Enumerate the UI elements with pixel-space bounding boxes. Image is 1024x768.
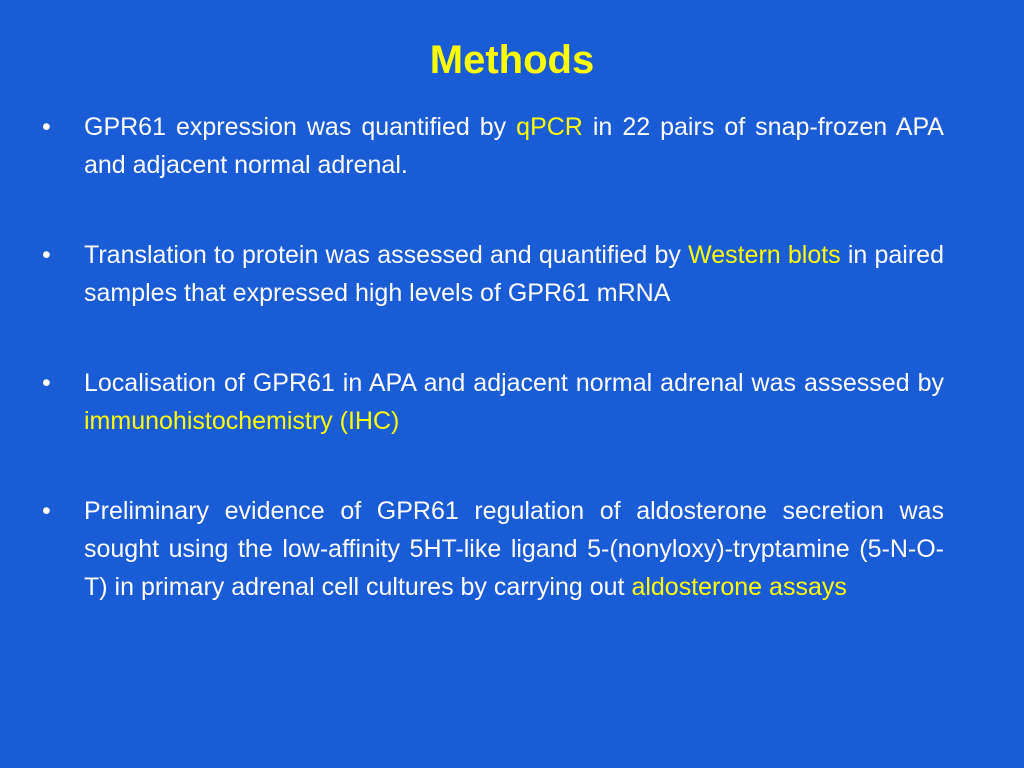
bullet-item-western-blots (42, 236, 944, 312)
bullet-list (42, 108, 944, 658)
bullet-highlight: qPCR (516, 113, 583, 141)
bullet-highlight: Western blots (688, 241, 841, 269)
bullet-text: Preliminary evidence of GPR61 regulation of aldosterone secretion was sought using the low-affinity 5HT-like ligand 5-(nonyloxy)-tryptamine (5-N-O-T) in primary adrenal cell cultures by carrying out (84, 497, 944, 601)
bullet-highlight: immunohistochemistry (IHC) (84, 407, 400, 435)
bullet-highlight: aldosterone assays (631, 573, 847, 601)
bullet-item-qpcr (42, 108, 944, 184)
bullet-text: GPR61 expression was quantified by (84, 113, 517, 141)
bullet-text: in paired samples that expressed high levels of GPR61 mRNA (84, 241, 944, 307)
bullet-text: Localisation of GPR61 in APA and adjacent normal adrenal was assessed by (84, 369, 944, 397)
bullet-item-ihc (42, 364, 944, 440)
bullet-item-aldosterone-assays (42, 492, 944, 606)
bullet-text: Translation to protein was assessed and quantified by (84, 241, 689, 269)
slide-title: Methods (429, 38, 595, 82)
bullet-marker: • (42, 369, 51, 397)
bullet-marker: • (42, 113, 51, 141)
bullet-marker: • (42, 241, 51, 269)
bullet-marker: • (42, 497, 51, 525)
bullet-text: in 22 pairs of snap-frozen APA and adjacent normal adrenal. (84, 113, 944, 179)
